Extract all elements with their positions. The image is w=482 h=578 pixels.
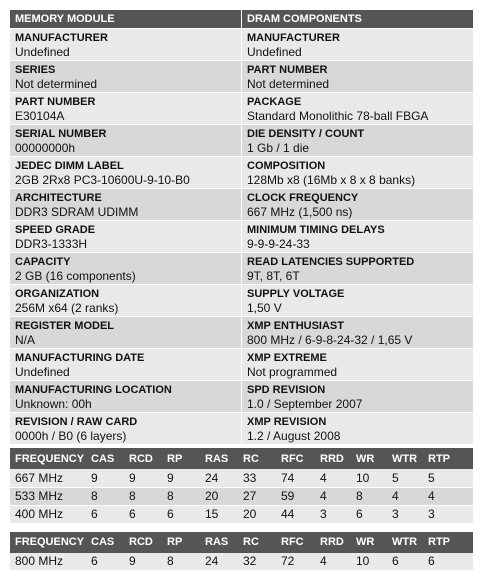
timing-cell: 20 — [200, 487, 238, 505]
dram-components-column — [242, 10, 473, 445]
memory-module-field — [10, 285, 241, 317]
memory-module-field-value: 2 GB (16 components) — [15, 269, 136, 283]
timing-cell: 6 — [351, 505, 387, 523]
timing-cell: 4 — [423, 487, 473, 505]
timing-row — [10, 487, 473, 505]
spd-info-panel — [10, 10, 473, 571]
xmp-cell: 72 — [276, 553, 315, 571]
memory-module-field — [10, 125, 241, 157]
memory-module-field-label: MANUFACTURING LOCATION — [15, 384, 172, 396]
timing-column-header: RC — [238, 448, 276, 469]
timing-column-header: WR — [351, 448, 387, 469]
dram-field-label: SUPPLY VOLTAGE — [247, 288, 345, 300]
timing-cell: 27 — [238, 487, 276, 505]
dram-field-label: XMP ENTHUSIAST — [247, 320, 344, 332]
xmp-column-header: RP — [162, 532, 200, 553]
xmp-column-header: RRD — [315, 532, 351, 553]
timing-cell: 15 — [200, 505, 238, 523]
memory-module-field-value: Undefined — [15, 45, 70, 59]
dram-field-value: 1.0 / September 2007 — [247, 397, 363, 411]
timing-column-header: FREQUENCY — [10, 448, 86, 469]
dram-field-label: SPD REVISION — [247, 384, 326, 396]
timing-cell: 3 — [315, 505, 351, 523]
xmp-cell: 8 — [162, 553, 200, 571]
dram-field-value: Standard Monolithic 78-ball FBGA — [247, 109, 429, 123]
xmp-header-row — [10, 532, 473, 553]
memory-module-field-value: Not determined — [15, 77, 98, 91]
dram-field — [242, 349, 473, 381]
timing-cell: 20 — [238, 505, 276, 523]
timing-cell: 59 — [276, 487, 315, 505]
xmp-column-header: RCD — [124, 532, 162, 553]
dram-field-value: 800 MHz / 6-9-8-24-32 / 1,65 V — [247, 333, 413, 347]
dram-field-value: 128Mb x8 (16Mb x 8 x 8 banks) — [247, 173, 416, 187]
timing-cell: 44 — [276, 505, 315, 523]
xmp-column-header: RC — [238, 532, 276, 553]
timing-cell: 533 MHz — [10, 487, 86, 505]
memory-module-field-label: CAPACITY — [15, 256, 71, 268]
xmp-cell: 6 — [423, 553, 473, 571]
memory-module-header: MEMORY MODULE — [10, 10, 241, 29]
memory-module-column — [10, 10, 241, 445]
memory-module-field-value: 2GB 2Rx8 PC3-10600U-9-10-B0 — [15, 173, 190, 187]
dram-field-label: XMP EXTREME — [247, 352, 327, 364]
memory-module-field — [10, 381, 241, 413]
dram-field — [242, 157, 473, 189]
memory-module-field-value: Undefined — [15, 365, 70, 379]
memory-module-field-label: MANUFACTURER — [15, 32, 108, 44]
memory-module-field-value: 0000h / B0 (6 layers) — [15, 429, 127, 443]
memory-module-field-value: 00000000h — [15, 141, 76, 155]
xmp-cell: 4 — [315, 553, 351, 571]
xmp-row — [10, 553, 473, 571]
timing-cell: 6 — [162, 505, 200, 523]
memory-module-field-label: REGISTER MODEL — [15, 320, 115, 332]
memory-module-field-label: PART NUMBER — [15, 96, 96, 108]
dram-field-label: PART NUMBER — [247, 64, 328, 76]
memory-module-field — [10, 317, 241, 349]
memory-module-field-label: ARCHITECTURE — [15, 192, 102, 204]
dram-field-label: READ LATENCIES SUPPORTED — [247, 256, 415, 268]
memory-module-field-label: REVISION / RAW CARD — [15, 416, 138, 428]
dram-field — [242, 125, 473, 157]
spd-columns — [10, 10, 473, 445]
dram-field-value: Not programmed — [247, 365, 338, 379]
timing-row — [10, 469, 473, 487]
memory-module-field-label: SPEED GRADE — [15, 224, 96, 236]
timing-column-header: CAS — [86, 448, 124, 469]
memory-module-field-value: 256M x64 (2 ranks) — [15, 301, 119, 315]
dram-field — [242, 285, 473, 317]
memory-module-field — [10, 93, 241, 125]
xmp-cell: 24 — [200, 553, 238, 571]
memory-module-field — [10, 61, 241, 93]
xmp-column-header: FREQUENCY — [10, 532, 86, 553]
memory-module-field — [10, 413, 241, 445]
dram-field — [242, 413, 473, 445]
timing-cell: 6 — [124, 505, 162, 523]
dram-field — [242, 253, 473, 285]
memory-module-field-value: N/A — [15, 333, 36, 347]
timing-table — [10, 448, 473, 524]
timing-column-header: RRD — [315, 448, 351, 469]
dram-field — [242, 221, 473, 253]
memory-module-field-value: Unknown: 00h — [15, 397, 92, 411]
dram-field-label: CLOCK FREQUENCY — [247, 192, 359, 204]
xmp-column-header: WTR — [387, 532, 423, 553]
timing-cell: 400 MHz — [10, 505, 86, 523]
timing-cell: 3 — [387, 505, 423, 523]
timing-cell: 8 — [162, 487, 200, 505]
timing-column-header: RAS — [200, 448, 238, 469]
xmp-column-header: RAS — [200, 532, 238, 553]
timing-cell: 74 — [276, 469, 315, 487]
dram-field-label: MANUFACTURER — [247, 32, 340, 44]
memory-module-field-label: SERIAL NUMBER — [15, 128, 107, 140]
dram-components-header: DRAM COMPONENTS — [242, 10, 473, 29]
memory-module-field — [10, 253, 241, 285]
memory-module-field — [10, 29, 241, 61]
timing-column-header: RP — [162, 448, 200, 469]
timing-cell: 5 — [387, 469, 423, 487]
memory-module-field-label: ORGANIZATION — [15, 288, 100, 300]
dram-field-value: 9T, 8T, 6T — [247, 269, 300, 283]
dram-field — [242, 61, 473, 93]
timing-cell: 10 — [351, 469, 387, 487]
xmp-cell: 6 — [86, 553, 124, 571]
xmp-cell: 32 — [238, 553, 276, 571]
timing-cell: 9 — [124, 469, 162, 487]
dram-field-value: 1,50 V — [247, 301, 282, 315]
dram-field-label: MINIMUM TIMING DELAYS — [247, 224, 385, 236]
xmp-column-header: WR — [351, 532, 387, 553]
timing-cell: 8 — [86, 487, 124, 505]
xmp-cell: 10 — [351, 553, 387, 571]
memory-module-field-value: E30104A — [15, 109, 65, 123]
timing-column-header: WTR — [387, 448, 423, 469]
timing-cell: 4 — [315, 487, 351, 505]
timing-cell: 9 — [162, 469, 200, 487]
timing-cell: 8 — [124, 487, 162, 505]
dram-field — [242, 93, 473, 125]
dram-field-label: DIE DENSITY / COUNT — [247, 128, 365, 140]
timing-cell: 33 — [238, 469, 276, 487]
timing-cell: 8 — [351, 487, 387, 505]
dram-field-label: PACKAGE — [247, 96, 302, 108]
memory-module-field-label: MANUFACTURING DATE — [15, 352, 145, 364]
dram-field — [242, 189, 473, 221]
xmp-column-header: RFC — [276, 532, 315, 553]
dram-field-label: XMP REVISION — [247, 416, 327, 428]
timing-column-header: RFC — [276, 448, 315, 469]
dram-field-value: 1.2 / August 2008 — [247, 429, 341, 443]
dram-field — [242, 29, 473, 61]
memory-module-field-value: DDR3-1333H — [15, 237, 88, 251]
timing-row — [10, 505, 473, 523]
timing-cell: 9 — [86, 469, 124, 487]
timing-cell: 6 — [86, 505, 124, 523]
memory-module-field — [10, 189, 241, 221]
dram-field-value: 667 MHz (1,500 ns) — [247, 205, 353, 219]
timing-cell: 24 — [200, 469, 238, 487]
timing-header-row — [10, 448, 473, 469]
dram-field-value: 1 Gb / 1 die — [247, 141, 310, 155]
timing-column-header: RTP — [423, 448, 473, 469]
timing-column-header: RCD — [124, 448, 162, 469]
timing-cell: 5 — [423, 469, 473, 487]
memory-module-field-label: JEDEC DIMM LABEL — [15, 160, 124, 172]
xmp-column-header: CAS — [86, 532, 124, 553]
timing-cell: 667 MHz — [10, 469, 86, 487]
timing-cell: 4 — [387, 487, 423, 505]
memory-module-field — [10, 221, 241, 253]
memory-module-field-label: SERIES — [15, 64, 56, 76]
timing-cell: 3 — [423, 505, 473, 523]
dram-field-value: 9-9-9-24-33 — [247, 237, 310, 251]
timing-cell: 4 — [315, 469, 351, 487]
memory-module-field — [10, 157, 241, 189]
xmp-column-header: RTP — [423, 532, 473, 553]
xmp-cell: 6 — [387, 553, 423, 571]
memory-module-field — [10, 349, 241, 381]
dram-field-value: Not determined — [247, 77, 330, 91]
memory-module-field-value: DDR3 SDRAM UDIMM — [15, 205, 139, 219]
dram-field — [242, 381, 473, 413]
dram-field-label: COMPOSITION — [247, 160, 326, 172]
xmp-cell: 9 — [124, 553, 162, 571]
xmp-timing-table — [10, 532, 473, 572]
dram-field — [242, 317, 473, 349]
xmp-cell: 800 MHz — [10, 553, 86, 571]
dram-field-value: Undefined — [247, 45, 302, 59]
